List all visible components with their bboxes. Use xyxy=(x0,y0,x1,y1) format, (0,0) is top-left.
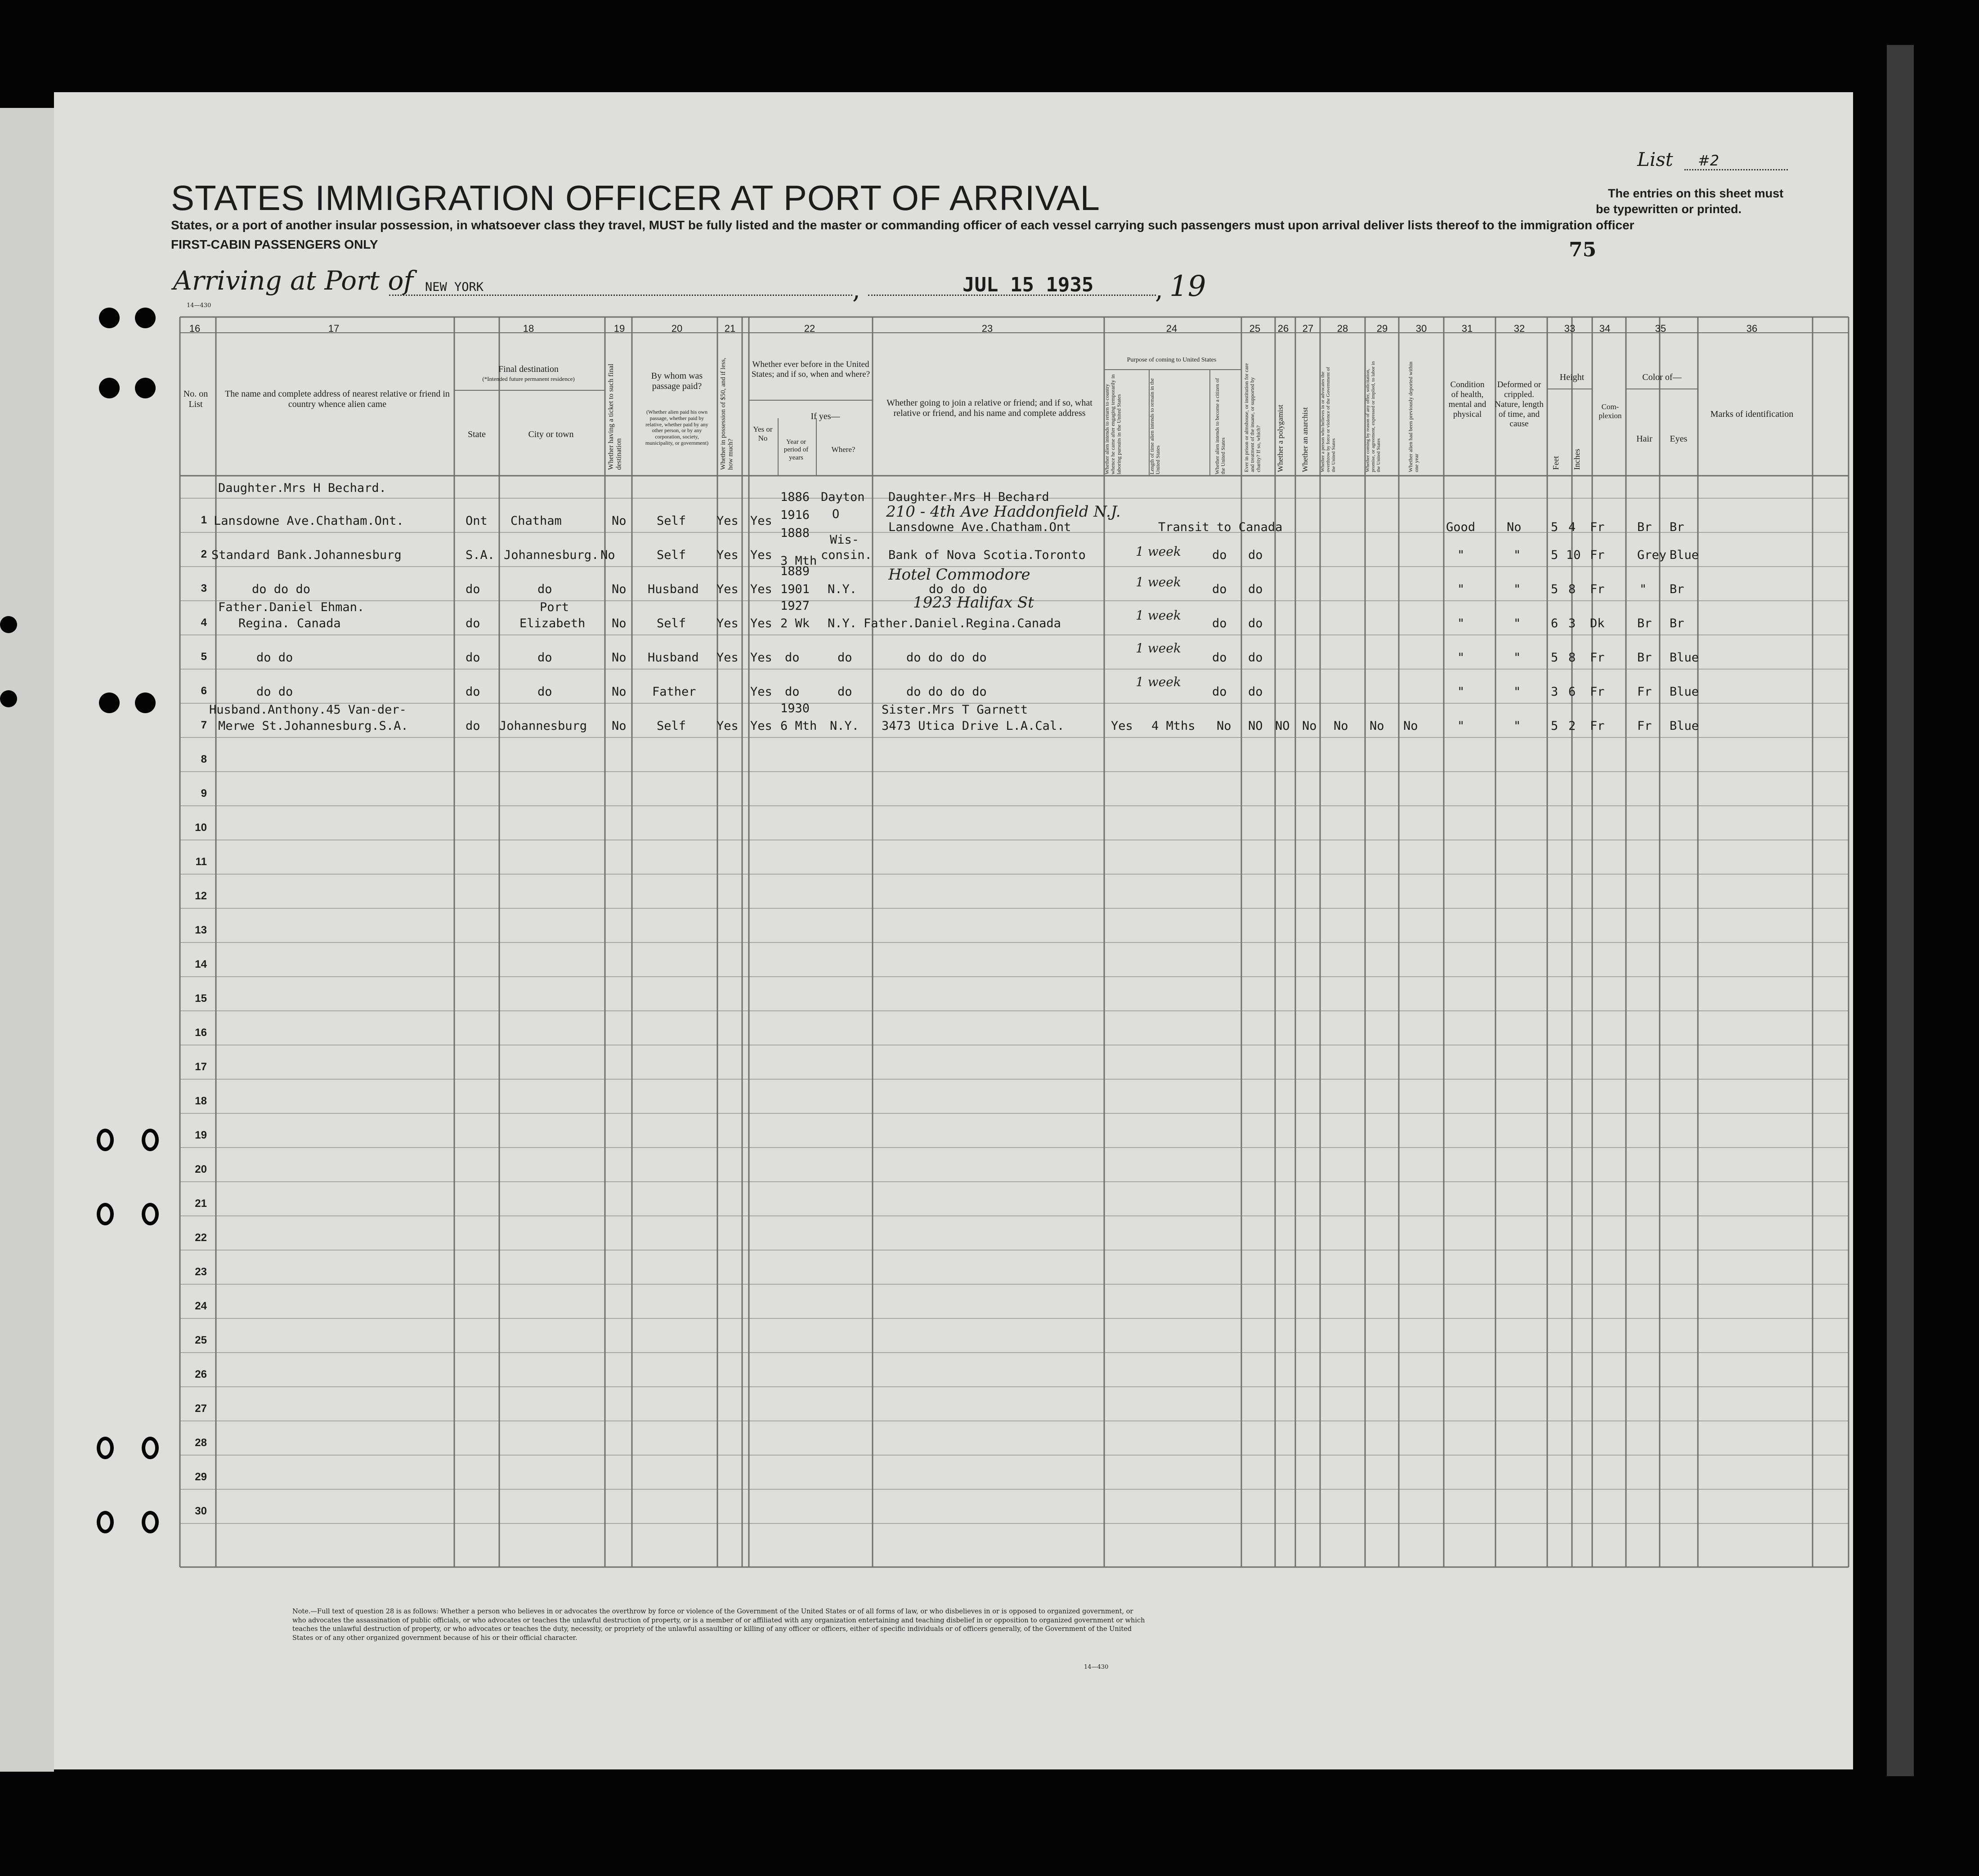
row1-feet: 5 xyxy=(1551,520,1558,534)
row5-ditto: do xyxy=(1248,651,1263,665)
header-prison-almshouse: Ever in prison or almshouse, or institution for care and treatment of the insane, or supported by charity? If so, which? xyxy=(1243,363,1262,472)
row1-relative-line2: Lansdowne Ave.Chatham.Ont. xyxy=(214,514,404,528)
row5-city: do xyxy=(537,651,552,665)
row5-ditto: do xyxy=(1212,651,1227,665)
year-prefix: 19 xyxy=(1169,270,1206,303)
row1-inches: 4 xyxy=(1568,520,1576,534)
row4-join-handwritten: 1923 Halifax St xyxy=(913,594,1034,612)
row5-hair: Br xyxy=(1637,651,1652,665)
header-polygamist: Whether a polygamist xyxy=(1276,404,1285,472)
row2-complexion: Fr xyxy=(1590,548,1605,562)
row4-inches: 3 xyxy=(1568,616,1576,630)
row2-relative: Standard Bank.Johannesburg xyxy=(211,548,402,562)
row3-relative: do do do xyxy=(252,582,311,596)
row5-state: do xyxy=(466,651,480,665)
row4-where: N.Y. xyxy=(828,616,857,630)
row2-state: S.A. xyxy=(466,548,495,562)
row1-purpose: Transit to Canada xyxy=(1158,520,1283,534)
row1-where-2: O xyxy=(832,507,840,521)
header-feet: Feet xyxy=(1551,456,1560,470)
header-marks-of-identification: Marks of identification xyxy=(1710,409,1794,419)
row3-ditto: do xyxy=(1212,582,1227,596)
column-number: 22 xyxy=(804,323,815,334)
row7-join-line2: 3473 Utica Drive L.A.Cal. xyxy=(882,719,1065,733)
row7-ticket: No xyxy=(612,719,627,733)
comma-separator: , xyxy=(852,275,860,304)
row3-before: Yes xyxy=(750,582,772,596)
row-number: 15 xyxy=(195,992,207,1005)
row-number: 14 xyxy=(195,958,207,970)
header-deformed: Deformed or crippled. Nature, length of time, and cause xyxy=(1495,380,1544,429)
column-number: 19 xyxy=(613,323,625,334)
row7-deported: No xyxy=(1403,719,1418,733)
arriving-label: Arriving at Port of xyxy=(173,265,413,296)
header-previously-deported: Whether alien had been previously deported within one year xyxy=(1407,362,1420,472)
row6-state: do xyxy=(466,685,480,699)
row3-complexion: Fr xyxy=(1590,582,1605,596)
row1-join-line2: Lansdowne Ave.Chatham.Ont xyxy=(888,520,1071,534)
row-number: 26 xyxy=(195,1368,207,1380)
passenger-class-line: FIRST-CABIN PASSENGERS ONLY xyxy=(171,237,378,251)
row6-complexion: Fr xyxy=(1590,685,1605,699)
row2-where-2: consin. xyxy=(821,548,872,562)
column-number: 33 xyxy=(1564,323,1576,334)
row-number: 10 xyxy=(195,822,207,834)
row2-before: Yes xyxy=(750,548,772,562)
row1-hair: Br xyxy=(1637,520,1652,534)
row4-city: Elizabeth xyxy=(519,616,586,630)
footnote-question-28: Note.—Full text of question 28 is as follows: Whether a person who believes in or advocates the overthrow by force or violence of the Government of the United States or of all forms of law, or who disbelieves in or is opposed to organized government, or who advocates the assassination of public officials, or who advocates or teaches the unlawful destruction of property, or is a member of or affiliated with any organization entertaining and teaching disbelief in or opposition to organized government or which teaches the unlawful destruction of property, or who advocates or teaches the duty, necessity, or propriety of the unlawful assaulting or killing of any officer or officers, either of specific individuals or of officers generally, of the Government of the United States or of any other organized government because of his or their official character. xyxy=(292,1608,1145,1642)
row6-years: do xyxy=(785,685,800,699)
row4-ticket: No xyxy=(612,616,627,630)
row-number: 13 xyxy=(195,924,207,936)
row7-state: do xyxy=(466,719,480,733)
comma-separator: , xyxy=(1155,275,1163,304)
row2-hair: Grey xyxy=(1637,548,1667,562)
row-number: 21 xyxy=(195,1197,207,1210)
row7-relative-line1: Husband.Anthony.45 Van-der- xyxy=(209,703,407,717)
instructions-line-1: The entries on this sheet must xyxy=(1608,187,1784,200)
row4-state: do xyxy=(466,616,480,630)
header-city-or-town: City or town xyxy=(528,429,574,439)
column-number: 35 xyxy=(1655,323,1666,334)
row4-feet: 6 xyxy=(1551,616,1558,630)
column-number: 36 xyxy=(1746,323,1758,334)
row3-health: " xyxy=(1457,582,1465,596)
row6-inches: 6 xyxy=(1568,685,1576,699)
row2-where: Wis- xyxy=(830,533,860,547)
column-number: 25 xyxy=(1249,323,1261,334)
list-number: #2 xyxy=(1698,152,1719,169)
header-overthrow-question: Whether a person who believes in or advocates the overthrow by force or violence of the Government of the United States xyxy=(1320,367,1337,472)
row2-paid-by: Self xyxy=(657,548,686,562)
row4-deformed: " xyxy=(1513,616,1521,630)
row-number: 24 xyxy=(195,1300,207,1312)
row-number: 29 xyxy=(195,1471,207,1483)
row5-paid-by: Husband xyxy=(648,651,699,665)
row5-eyes: Blue xyxy=(1670,651,1699,665)
row5-inches: 8 xyxy=(1568,651,1576,665)
row4-health: " xyxy=(1457,616,1465,630)
row3-years: 1889 xyxy=(780,564,810,578)
row7-feet: 5 xyxy=(1551,719,1558,733)
row-number: 28 xyxy=(195,1437,207,1449)
row1-eyes: Br xyxy=(1670,520,1684,534)
row1-years-2: 1916 xyxy=(780,508,810,522)
header-ever-before-in-us: Whether ever before in the United States; and if so, when and where? xyxy=(751,360,870,379)
row1-deformed: No xyxy=(1507,520,1522,534)
header-purpose-return: Whether alien intends to return to country whence he came after engaging temporarily in laboring pursuits in the United States xyxy=(1104,374,1122,474)
column-number: 17 xyxy=(328,323,340,334)
page-number: 75 xyxy=(1569,238,1597,261)
row3-where: N.Y. xyxy=(828,582,857,596)
header-joining-relative: Whether going to join a relative or friend; and if so, what relative or friend, and his name and complete address xyxy=(887,398,1092,418)
row-number: 25 xyxy=(195,1334,207,1346)
row1-paid-by: Self xyxy=(657,514,686,528)
header-year-or-period: Year or period of years xyxy=(784,438,809,461)
column-number: 27 xyxy=(1302,323,1314,334)
row7-city: Johannesburg xyxy=(499,719,587,733)
row-number: 20 xyxy=(195,1163,207,1175)
row1-health: Good xyxy=(1446,520,1476,534)
row-number: 11 xyxy=(195,856,207,868)
row7-where: N.Y. xyxy=(830,719,860,733)
header-nearest-relative: The name and complete address of nearest relative or friend in country whence alien came xyxy=(225,389,450,409)
row4-complexion: Dk xyxy=(1590,616,1605,630)
row1-where: Dayton xyxy=(821,490,865,504)
instructions-line-2: be typewritten or printed. xyxy=(1596,202,1742,216)
row4-eyes: Br xyxy=(1670,616,1684,630)
row7-purpose: Yes xyxy=(1111,719,1133,733)
row6-ticket: No xyxy=(612,685,627,699)
row7-anarchist: No xyxy=(1302,719,1317,733)
row5-feet: 5 xyxy=(1551,651,1558,665)
row4-before: Yes xyxy=(750,616,772,630)
header-final-destination: Final destination xyxy=(498,364,559,374)
row-number: 8 xyxy=(201,753,207,765)
row2-ditto: do xyxy=(1212,548,1227,562)
row-number: 4 xyxy=(201,616,207,629)
row3-join: do do do xyxy=(929,582,988,596)
row3-inches: 8 xyxy=(1568,582,1576,596)
column-number: 23 xyxy=(981,323,993,334)
row2-join: Bank of Nova Scotia.Toronto xyxy=(888,548,1086,562)
row-number: 2 xyxy=(201,548,207,560)
row2-deformed: " xyxy=(1513,548,1521,562)
row7-health: " xyxy=(1457,719,1465,733)
row5-health: " xyxy=(1457,651,1465,665)
row3-years-2: 1901 xyxy=(780,582,810,596)
row-number: 19 xyxy=(195,1129,207,1141)
row7-inches: 2 xyxy=(1568,719,1576,733)
row5-relative: do do xyxy=(256,651,293,665)
row4-city-line1: Port xyxy=(540,600,569,614)
row7-relative-line2: Merwe St.Johannesburg.S.A. xyxy=(218,719,408,733)
row5-where: do xyxy=(837,651,852,665)
row6-before: Yes xyxy=(750,685,772,699)
row4-ditto: do xyxy=(1212,616,1227,630)
header-health: Condition of health, mental and physical xyxy=(1448,380,1486,419)
row6-ditto: do xyxy=(1248,685,1263,699)
row2-eyes: Blue xyxy=(1670,548,1699,562)
row3-paid-by: Husband xyxy=(648,582,699,596)
row4-years: 1927 xyxy=(780,599,810,613)
row4-paid-by: Self xyxy=(657,616,686,630)
row4-hair: Br xyxy=(1637,616,1652,630)
row5-money: Yes xyxy=(716,651,739,665)
row-number: 17 xyxy=(195,1061,207,1073)
row2-money: Yes xyxy=(716,548,739,562)
column-number: 18 xyxy=(523,323,534,334)
row-number: 12 xyxy=(195,890,207,902)
row1-state: Ont xyxy=(466,514,488,528)
header-color-of: Color of— xyxy=(1642,372,1682,382)
row6-paid-by: Father xyxy=(652,685,696,699)
row7-prison: NO xyxy=(1248,719,1263,733)
row6-years-2: 1930 xyxy=(780,701,810,715)
column-number: 29 xyxy=(1376,323,1388,334)
row6-hair: Fr xyxy=(1637,685,1652,699)
row1-join-handwritten: 210 - 4th Ave Haddonfield N.J. xyxy=(886,503,1121,521)
header-fifty-dollars: Whether in possession of $50, and if less, how much? xyxy=(720,357,734,470)
row2-ticket: No xyxy=(600,548,615,562)
row7-citizen: No xyxy=(1217,719,1231,733)
row3-state: do xyxy=(466,582,480,596)
header-passage-paid: By whom was passage paid? xyxy=(651,371,703,391)
row7-years: 6 Mth xyxy=(780,719,817,733)
row5-ticket: No xyxy=(612,651,627,665)
row5-deformed: " xyxy=(1513,651,1521,665)
column-number: 16 xyxy=(189,323,201,334)
row4-relative-line2: Regina. Canada xyxy=(238,616,341,630)
header-length-of-stay: Length of time alien intends to remain in the United States xyxy=(1149,378,1161,474)
header-inches: Inches xyxy=(1572,449,1581,470)
header-yes-or-no: Yes or No xyxy=(753,425,773,442)
row3-money: Yes xyxy=(716,582,739,596)
row3-eyes: Br xyxy=(1670,582,1684,596)
footnote-form-code: 14—430 xyxy=(1084,1664,1109,1671)
header-hair: Hair xyxy=(1636,434,1652,444)
row6-eyes: Blue xyxy=(1670,685,1699,699)
header-complexion: Com-plexion xyxy=(1598,402,1622,420)
column-number: 31 xyxy=(1461,323,1473,334)
row3-deformed: " xyxy=(1513,582,1521,596)
row1-complexion: Fr xyxy=(1590,520,1605,534)
row1-join-line1: Daughter.Mrs H Bechard xyxy=(888,490,1049,504)
row1-before: Yes xyxy=(750,514,772,528)
column-number: 26 xyxy=(1277,323,1289,334)
row-number: 3 xyxy=(201,582,207,594)
row7-eyes: Blue xyxy=(1670,719,1699,733)
row7-before: Yes xyxy=(750,719,772,733)
header-purpose: Purpose of coming to United States xyxy=(1127,357,1217,363)
row7-polygamist: NO xyxy=(1275,719,1290,733)
row3-hair: " xyxy=(1639,582,1647,596)
header-where: Where? xyxy=(831,445,855,454)
header-no-on-list: No. on List xyxy=(183,389,208,409)
header-if-yes: If yes— xyxy=(810,411,840,421)
row7-join-line1: Sister.Mrs T Garnett xyxy=(882,703,1028,717)
row4-ditto: do xyxy=(1248,616,1263,630)
header-height: Height xyxy=(1559,372,1585,382)
row4-length-handwritten: 1 week xyxy=(1136,608,1181,623)
row4-money: Yes xyxy=(716,616,739,630)
header-labor-offer: Whether coming by reason of any offer, solicitation, promise, or agreement, expressed or implied, to labor in the United States xyxy=(1365,361,1382,472)
row1-ticket: No xyxy=(612,514,627,528)
row1-relative-line1: Daughter.Mrs H Bechard. xyxy=(218,481,386,495)
row3-city: do xyxy=(537,582,552,596)
column-number: 20 xyxy=(671,323,683,334)
row4-join: Father.Daniel.Regina.Canada xyxy=(864,616,1061,630)
row3-ditto: do xyxy=(1248,582,1263,596)
form-code: 14—430 xyxy=(187,302,211,309)
row2-inches: 10 xyxy=(1566,548,1581,562)
row-number: 5 xyxy=(201,651,207,663)
header-eyes: Eyes xyxy=(1670,434,1688,444)
column-number: 28 xyxy=(1337,323,1348,334)
row6-length-handwritten: 1 week xyxy=(1136,674,1181,689)
row-number: 9 xyxy=(201,787,207,800)
row2-join-handwritten: Hotel Commodore xyxy=(888,566,1030,584)
row-number: 16 xyxy=(195,1027,207,1039)
row6-city: do xyxy=(537,685,552,699)
row6-deformed: " xyxy=(1513,685,1521,699)
row4-relative-line1: Father.Daniel Ehman. xyxy=(218,600,365,614)
row4-years-2: 2 Wk xyxy=(780,616,810,630)
column-number: 21 xyxy=(724,323,736,334)
row2-city: Johannesburg. xyxy=(504,548,599,562)
row6-ditto: do xyxy=(1212,685,1227,699)
row2-ditto: do xyxy=(1248,548,1263,562)
row2-health: " xyxy=(1457,548,1465,562)
row-number: 6 xyxy=(201,685,207,697)
row7-complexion: Fr xyxy=(1590,719,1605,733)
row6-where: do xyxy=(837,685,852,699)
row7-length: 4 Mths xyxy=(1151,719,1195,733)
row-number: 18 xyxy=(195,1095,207,1107)
list-label: List xyxy=(1637,148,1673,170)
row3-ticket: No xyxy=(612,582,627,596)
row5-before: Yes xyxy=(750,651,772,665)
row3-feet: 5 xyxy=(1551,582,1558,596)
row6-join: do do do do xyxy=(906,685,987,699)
row-number: 27 xyxy=(195,1403,207,1415)
row5-join: do do do do xyxy=(906,651,987,665)
form-title: STATES IMMIGRATION OFFICER AT PORT OF ARRIVAL xyxy=(171,178,1101,218)
row1-money: Yes xyxy=(716,514,739,528)
row7-hair: Fr xyxy=(1637,719,1652,733)
row5-complexion: Fr xyxy=(1590,651,1605,665)
header-anarchist: Whether an anarchist xyxy=(1301,407,1309,472)
row2-years: 1888 xyxy=(780,526,810,540)
row-number: 30 xyxy=(195,1505,207,1517)
header-state: State xyxy=(468,429,486,439)
row2-years-2: 3 Mth xyxy=(780,554,817,568)
row5-length-handwritten: 1 week xyxy=(1136,641,1181,656)
row-number: 7 xyxy=(201,719,207,731)
row3-length-handwritten: 1 week xyxy=(1136,575,1181,590)
row7-money: Yes xyxy=(716,719,739,733)
row7-deformed: " xyxy=(1513,719,1521,733)
row-number: 23 xyxy=(195,1266,207,1278)
row6-relative: do do xyxy=(256,685,293,699)
row6-health: " xyxy=(1457,685,1465,699)
header-ticket: Whether having a ticket to such final destination xyxy=(607,363,623,470)
row-number: 1 xyxy=(201,514,207,526)
row2-feet: 5 xyxy=(1551,548,1558,562)
row6-feet: 3 xyxy=(1551,685,1558,699)
header-final-destination-note: (*Intended future permanent residence) xyxy=(482,375,575,382)
row7-overthrow: No xyxy=(1334,719,1348,733)
column-number: 32 xyxy=(1513,323,1525,334)
row7-paid-by: Self xyxy=(657,719,686,733)
column-number: 34 xyxy=(1599,323,1611,334)
row7-labor: No xyxy=(1370,719,1384,733)
row1-years: 1886 xyxy=(780,490,810,504)
header-passage-paid-note: (Whether alien paid his own passage, whether paid by relative, whether paid by any other person, or by any corporation, society, municipality, or government) xyxy=(645,409,709,446)
port-value: NEW YORK xyxy=(425,280,484,294)
column-number: 30 xyxy=(1415,323,1427,334)
row1-city: Chatham xyxy=(510,514,562,528)
header-intends-citizen: Whether alien intends to become a citizen of the United States xyxy=(1214,378,1227,474)
row2-length-handwritten: 1 week xyxy=(1136,544,1181,559)
column-number: 24 xyxy=(1166,323,1178,334)
row-number: 22 xyxy=(195,1232,207,1244)
row5-years: do xyxy=(785,651,800,665)
form-subtitle: States, or a port of another insular possession, in whatsoever class they travel, MUST be fully listed and the master or commanding officer of each vessel carrying such passengers must upon arrival deliver lists thereof to the immigration officer xyxy=(171,218,1634,232)
arrival-date: JUL 15 1935 xyxy=(963,273,1094,296)
